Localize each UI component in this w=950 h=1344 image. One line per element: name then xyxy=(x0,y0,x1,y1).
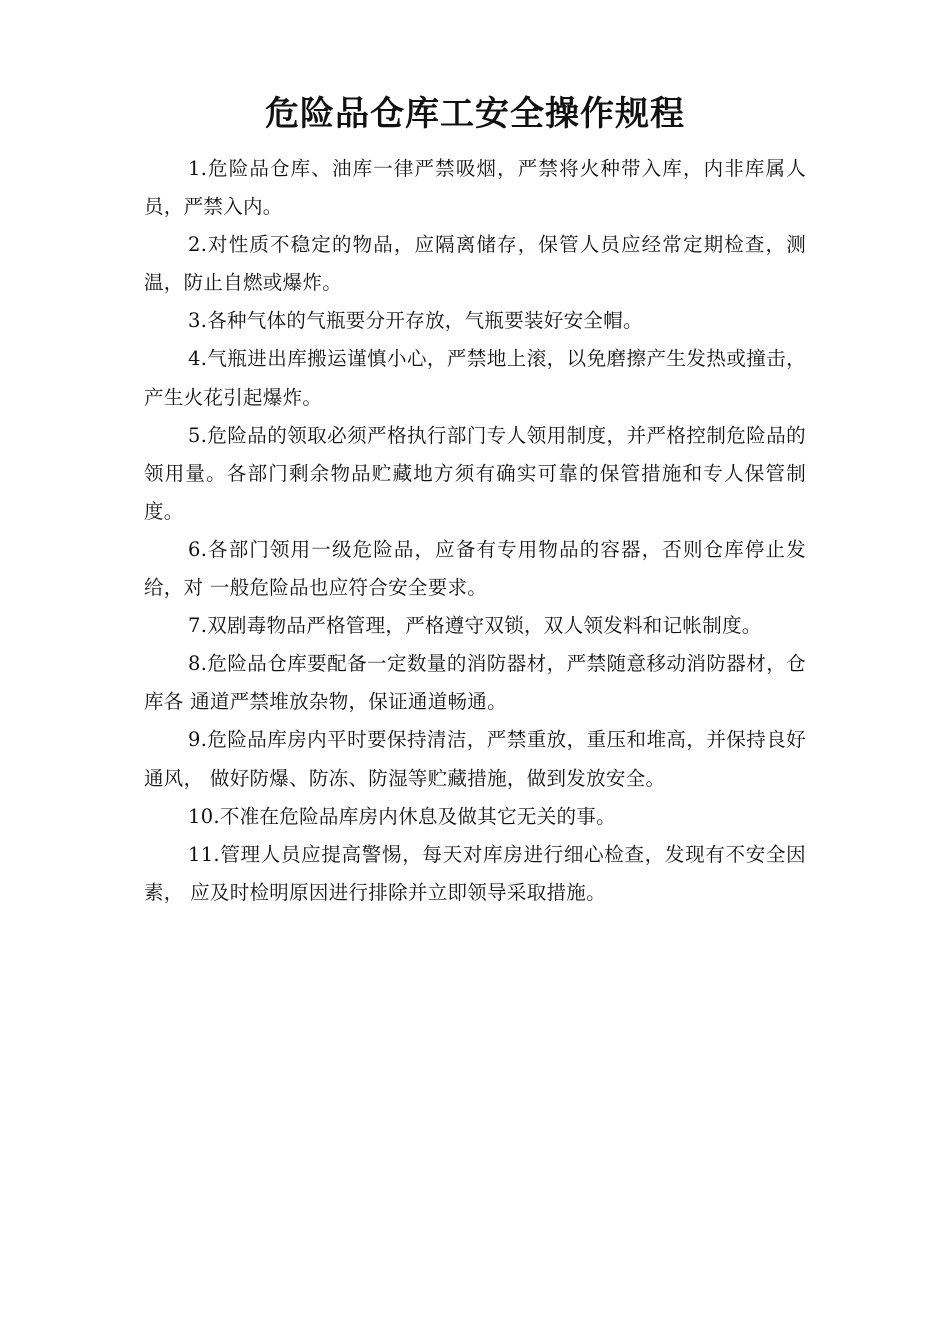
rule-paragraph-11: 11.管理人员应提高警惕，每天对库房进行细心检查，发现有不安全因素， 应及时检明原因进行排除并立即领导采取措施。 xyxy=(144,842,806,904)
rule-paragraph-2: 2.对性质不稳定的物品，应隔离储存，保管人员应经常定期检查，测温，防止自燃或爆炸。 xyxy=(144,233,806,295)
rule-paragraph-7: 7.双剧毒物品严格管理，严格遵守双锁，双人领发料和记帐制度。 xyxy=(188,614,762,638)
rule-paragraph-3: 3.各种气体的气瓶要分开存放，气瓶要装好安全帽。 xyxy=(188,309,643,333)
rule-paragraph-4: 4.气瓶进出库搬运谨慎小心，严禁地上滚，以免磨擦产生发热或撞击，产生火花引起爆炸。 xyxy=(144,347,806,409)
rule-paragraph-1: 1.危险品仓库、油库一律严禁吸烟，严禁将火种带入库，内非库属人员，严禁入内。 xyxy=(144,157,806,219)
rule-paragraph-5: 5.危险品的领取必须严格执行部门专人领用制度，并严格控制危险品的领用量。各部门剩余物品贮藏地方须有确实可靠的保管措施和专人保管制度。 xyxy=(144,423,806,523)
rule-paragraph-9: 9.危险品库房内平时要保持清洁，严禁重放，重压和堆高，并保持良好通风， 做好防爆、防冻、防湿等贮藏措施，做到发放安全。 xyxy=(144,728,806,790)
document-title: 危险品仓库工安全操作规程 xyxy=(265,94,685,134)
rule-paragraph-10: 10.不准在危险品库房内休息及做其它无关的事。 xyxy=(188,804,616,828)
rule-paragraph-8: 8.危险品仓库要配备一定数量的消防器材，严禁随意移动消防器材，仓库各 通道严禁堆放杂物，保证通道畅通。 xyxy=(144,652,806,714)
document-body xyxy=(144,150,806,912)
rule-paragraph-6: 6.各部门领用一级危险品，应备有专用物品的容器，否则仓库停止发给，对 一般危险品也应符合安全要求。 xyxy=(144,537,806,600)
